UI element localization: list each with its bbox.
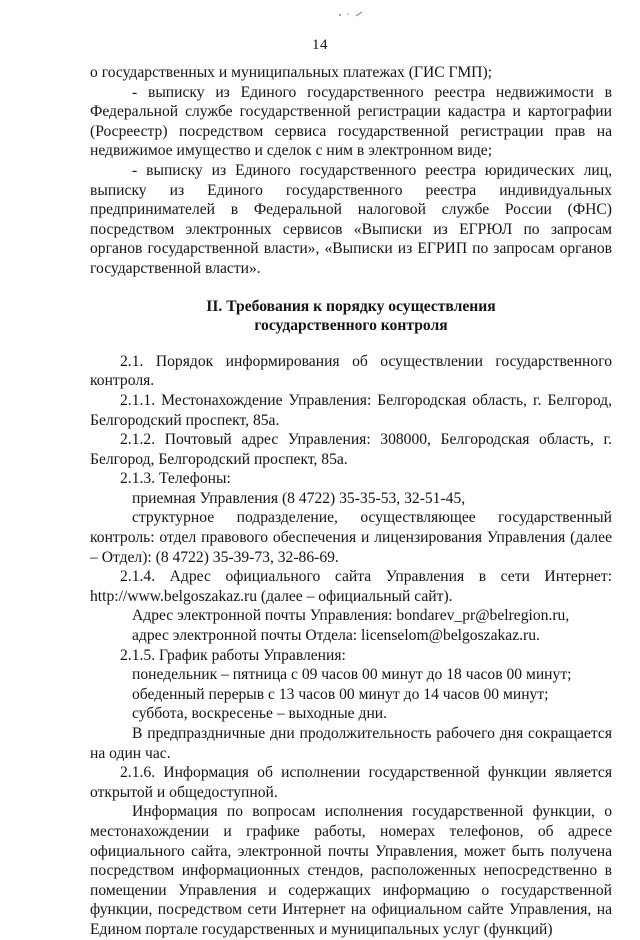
paragraph: В предпраздничные дни продолжительность рабочего дня сокращается на один час. — [90, 725, 612, 762]
paragraph: - выписку из Единого государственного реестра юридических лиц, выписку из Единого государственного реестра индивидуальных предпринимателей в Федеральной налоговой службе России (ФНС) посредством электронных сервисов «Выписки из ЕГРЮЛ по запросам органов государственной власти», «Выписки из ЕГРИП по запросам органов государственной власти». — [90, 161, 612, 277]
paragraph: обеденный перерыв с 13 часов 00 минут до 14 часов 00 минут; — [132, 685, 549, 703]
paragraph: понедельник – пятница с 09 часов 00 минут до 18 часов 00 минут; — [132, 666, 572, 684]
paragraph: 2.1.6. Информация об исполнении государственной функции является открытой и общедоступной. — [90, 764, 612, 801]
paragraph: Информация по вопросам исполнения государственной функции, о местонахождении и графике работы, номерах телефонов, об адресе официального сайта, электронной почты Управления, может быть получена посредством информационных стендов, расположенных непосредственно в помещении Управления и содержащих информацию о государственной функции, посредством сети Интернет на официальном сайте Управления, на Едином портале государственных и муниципальных услуг (функций) — [90, 803, 612, 938]
document-body — [90, 63, 612, 940]
paragraph: 2.1.2. Почтовый адрес Управления: 308000, Белгородская область, г. Белгород, Белгородский проспект, 85а. — [90, 431, 612, 468]
page-number: 14 — [312, 37, 328, 53]
paragraph: суббота, воскресенье – выходные дни. — [132, 705, 388, 723]
paragraph: Адрес электронной почты Управления: bondarev_pr@belregion.ru, — [132, 607, 570, 625]
paragraph: приемная Управления (8 4722) 35-35-53, 32-51-45, — [132, 489, 466, 507]
paragraph: 2.1.1. Местонахождение Управления: Белгородская область, г. Белгород, Белгородский проспект, 85а. — [90, 391, 612, 429]
paragraph: - выписку из Единого государственного реестра недвижимости в Федеральной службе государственной регистрации кадастра и картографии (Росреестр) посредством сервиса государственной регистрации прав на недвижимое имущество и сделок с ним в электронном виде; — [90, 83, 612, 160]
scan-marks — [336, 10, 366, 18]
paragraph: о государственных и муниципальных платежах (ГИС ГМП); — [90, 64, 492, 81]
paragraph: 2.1. Порядок информирования об осуществлении государственного контроля. — [90, 352, 612, 390]
paragraph: адрес электронной почты Отдела: licenselom@belgoszakaz.ru. — [132, 627, 540, 645]
section-heading: II. Требования к порядку осуществления государственного контроля — [206, 297, 496, 335]
paragraph: 2.1.5. График работы Управления: — [120, 646, 346, 664]
paragraph: 2.1.4. Адрес официального сайта Управления в сети Интернет: http://www.belgoszakaz.ru (далее – официальный сайт). — [90, 568, 612, 605]
paragraph: структурное подразделение, осуществляющее государственный контроль: отдел правового обеспечения и лицензирования Управления (далее – Отдел): (8 4722) 35-39-73, 32-86-69. — [90, 509, 612, 566]
paragraph: 2.1.3. Телефоны: — [120, 470, 231, 488]
